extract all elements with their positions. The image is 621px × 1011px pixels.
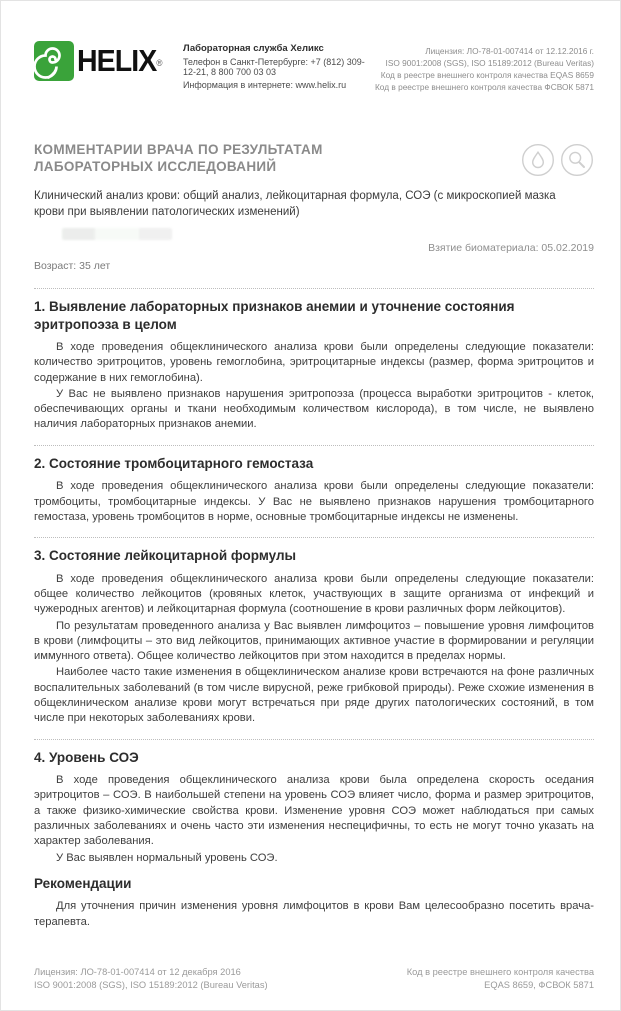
section-divider xyxy=(34,739,594,740)
patient-age: Возраст: 35 лет xyxy=(34,260,111,272)
patient-name-redacted xyxy=(62,228,172,240)
logo-wordmark: HELIX® xyxy=(77,43,162,78)
header xyxy=(34,41,594,93)
footer-line: EQAS 8659, ФСВОК 5871 xyxy=(484,980,594,991)
recommendations-heading: Рекомендации xyxy=(34,875,132,891)
droplet-icon[interactable] xyxy=(521,143,555,177)
section-divider xyxy=(34,537,594,538)
web-line: Информация в интернете: www.helix.ru xyxy=(182,80,347,90)
page-title-line1: КОММЕНТАРИИ ВРАЧА ПО РЕЗУЛЬТАТАМ xyxy=(34,142,323,157)
section-recommendations xyxy=(34,875,594,930)
biomaterial-date: Взятие биоматериала: 05.02.2019 xyxy=(428,242,594,254)
license-line: Лицензия: ЛО-78-01-007414 от 12.12.2016 г. xyxy=(425,46,594,56)
helix-logo xyxy=(34,41,169,81)
trademark-symbol: ® xyxy=(156,58,162,68)
title-icons xyxy=(521,141,594,177)
section-paragraph: В ходе проведения общеклинического анализа крови были определены следующие показатели: количество эритроцитов, уровень гемоглобина, эритроцитарные индексы (размер, форма эритроцитов и содержание в них гемоглобина). xyxy=(34,341,594,384)
section-paragraph: По результатам проведенного анализа у Вас выявлен лимфоцитоз – повышение уровня лимфоцитов в крови (лимфоциты – это вид лейкоцитов, принимающих активное участие в формировании и регуляции иммунного ответа). Общее количество лейкоцитов при этом находится в пределах нормы. xyxy=(34,619,594,663)
section-leukocyte-formula xyxy=(34,547,594,726)
section-paragraph: Наиболее часто такие изменения в общеклиническом анализе крови встречаются на фоне различных воспалительных заболеваний (в том числе вирусной, реже грибковой природы). Реже схожие изменения в общеклиническом анализе крови могут встречаться при ряде других патологических состояний, в том числе при некоторых заболеваниях крови. xyxy=(34,666,594,725)
section-heading: 4. Уровень СОЭ xyxy=(34,749,139,765)
section-heading: 2. Состояние тромбоцитарного гемостаза xyxy=(34,455,314,471)
section-hemostasis xyxy=(34,455,594,525)
page-title xyxy=(34,141,323,175)
lab-name: Лабораторная служба Хеликс xyxy=(182,43,324,54)
section-heading: 3. Состояние лейкоцитарной формулы xyxy=(34,548,297,564)
patient-block xyxy=(34,228,594,276)
phone-line: Телефон в Санкт-Петербурге: +7 (812) 309-12-21, 8 800 700 03 03 xyxy=(182,57,365,77)
page-title-line2: ЛАБОРАТОРНЫХ ИССЛЕДОВАНИЙ xyxy=(34,159,277,174)
section-paragraph: В ходе проведения общеклинического анализа крови были определены следующие показатели: общее количество лейкоцитов (кровяных клеток, участвующих в защите организма от инфекций и чужеродных агентов) и лейкоцитарная формула (соотношение в крови различных форм лейкоцитов). xyxy=(34,572,594,616)
section-esr xyxy=(34,749,594,866)
helix-spiral-icon xyxy=(34,41,74,81)
section-divider xyxy=(34,445,594,446)
report-subtitle: Клинический анализ крови: общий анализ, лейкоцитарная формула, СОЭ (с микроскопией мазка крови при выявлении патологических изменений) xyxy=(34,190,556,218)
footer-quality-codes xyxy=(407,966,594,992)
section-divider xyxy=(34,288,594,289)
section-paragraph: В ходе проведения общеклинического анализа крови были определены следующие показатели: тромбоциты, тромбоцитарные индексы. У Вас не выявлено признаков нарушения тромбоцитарного гемостаза, уровень тромбоцитов в норме, основные тромбоцитарные индексы не изменены. xyxy=(34,480,594,523)
section-paragraph: В ходе проведения общеклинического анализа крови была определена скорость оседания эритроцитов – СОЭ. В наибольшей степени на уровень СОЭ влияет число, форма и размер эритроцитов, а также физико-химические свойства крови. Изменение уровня СОЭ может наблюдаться при самых различных заболеваниях и очень часто эти изменения неспецифичны, то есть не могут точно указать на характер заболевания. xyxy=(34,774,594,848)
license-line: Код в реестре внешнего контроля качества EQAS 8659 xyxy=(380,70,594,80)
license-line: Код в реестре внешнего контроля качества ФСВОК 5871 xyxy=(374,82,594,92)
footer-line: Код в реестре внешнего контроля качества xyxy=(406,967,594,978)
footer-license xyxy=(34,966,268,992)
footer xyxy=(34,966,594,992)
footer-line: Лицензия: ЛО-78-01-007414 от 12 декабря 2016 xyxy=(34,967,241,978)
section-paragraph: У Вас выявлен нормальный уровень СОЭ. xyxy=(56,851,278,864)
footer-line: ISO 9001:2008 (SGS), ISO 15189:2012 (Bureau Veritas) xyxy=(34,980,268,991)
magnifier-icon[interactable] xyxy=(560,143,594,177)
license-line: ISO 9001:2008 (SGS), ISO 15189:2012 (Bureau Veritas) xyxy=(385,58,594,68)
license-block xyxy=(375,41,594,93)
section-paragraph: У Вас не выявлено признаков нарушения эритропоэза (процесса выработки эритроцитов - клеток, обеспечивающих органы и ткани необходимым количеством кислорода), в том числе, не выявлено наличия лабораторных признаков анемии. xyxy=(34,387,594,431)
section-heading: 1. Выявление лабораторных признаков анемии и уточнение состояния эритропоэза в целом xyxy=(34,299,515,332)
recommendations-paragraph: Для уточнения причин изменения уровня лимфоцитов в крови Вам целесообразно посетить врача-терапевта. xyxy=(34,900,594,928)
section-anemia xyxy=(34,298,594,433)
contact-block xyxy=(183,41,375,93)
title-row xyxy=(34,141,594,177)
